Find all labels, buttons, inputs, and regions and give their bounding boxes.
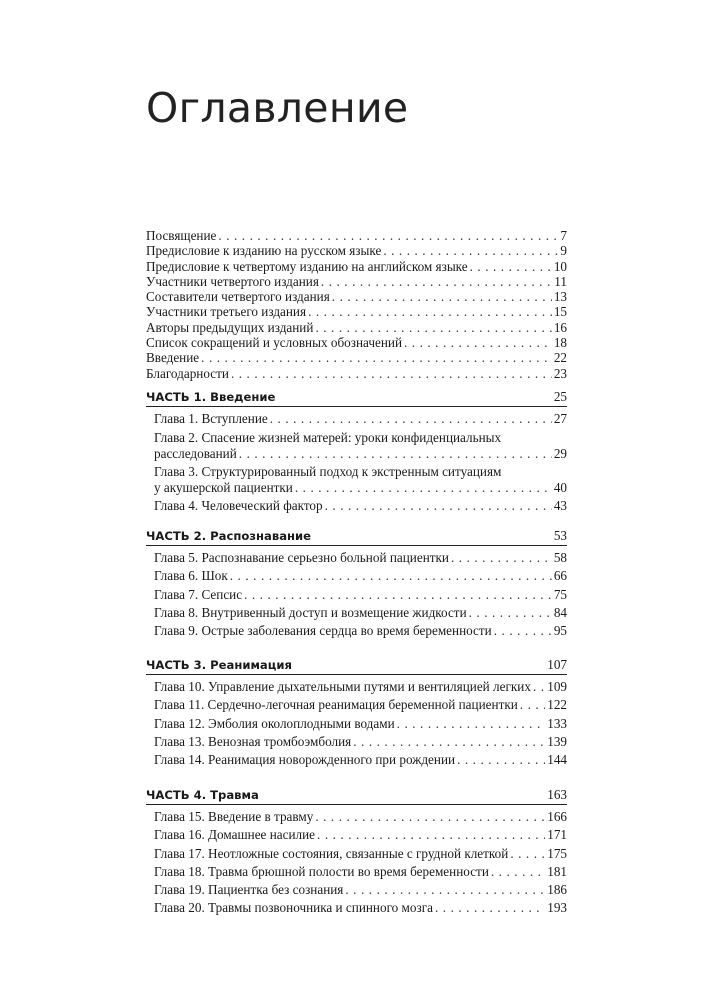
chapter-entry[interactable]: Глава 5. Распознавание серьезно больной пациентки . . . 58 [154,549,567,567]
chapter-entry[interactable]: Глава 17. Неотложные состояния, связанные с грудной клеткой . . . 175 [154,845,567,863]
chapter-entry[interactable]: Глава 9. Острые заболевания сердца во время беременности . . . 95 [154,622,567,640]
chapter-entry[interactable]: Глава 2. Спасение жизней матерей: уроки конфиденциальных расследований . . . 29 [154,430,567,461]
chapter-entry[interactable]: Глава 16. Домашнее насилие . . . 171 [154,826,567,844]
page-title: Оглавление [146,84,409,132]
chapter-entry[interactable]: Глава 4. Человеческий фактор . . . 43 [154,497,567,515]
toc-entry[interactable]: Предисловие к четвертому изданию на английском языке . . . 10 [146,259,567,274]
part-3-section [146,656,567,769]
part-2-section [146,527,567,640]
toc-entry[interactable]: Благодарности . . . 23 [146,366,567,381]
chapter-entry[interactable]: Глава 18. Травма брюшной полости во время беременности . . . 181 [154,863,567,881]
toc-entry[interactable]: Список сокращений и условных обозначений . . . 18 [146,335,567,350]
toc-entry[interactable]: Составители четвертого издания . . . 13 [146,289,567,304]
toc-entry[interactable]: Введение . . . 22 [146,350,567,365]
chapter-entry[interactable]: Глава 7. Сепсис . . . 75 [154,586,567,604]
chapter-entry[interactable]: Глава 1. Вступление . . . 27 [154,410,567,428]
chapter-entry[interactable]: Глава 13. Венозная тромбоэмболия . . . 139 [154,733,567,751]
front-matter-list [146,228,567,381]
part-heading[interactable]: ЧАСТЬ 1. Введение 25 [146,388,567,407]
chapter-entry[interactable]: Глава 20. Травмы позвоночника и спинного мозга . . . 193 [154,899,567,917]
chapter-entry[interactable]: Глава 15. Введение в травму . . . 166 [154,808,567,826]
part-4-section [146,786,567,918]
toc-entry[interactable]: Участники третьего издания . . . 15 [146,304,567,319]
part-heading[interactable]: ЧАСТЬ 4. Травма 163 [146,786,567,805]
toc-entry[interactable]: Посвящение . . . 7 [146,228,567,243]
part-heading[interactable]: ЧАСТЬ 3. Реанимация 107 [146,656,567,675]
chapter-entry[interactable]: Глава 12. Эмболия околоплодными водами . . . 133 [154,715,567,733]
part-heading[interactable]: ЧАСТЬ 2. Распознавание 53 [146,527,567,546]
toc-entry[interactable]: Участники четвертого издания . . . 11 [146,274,567,289]
part-1-section [146,388,567,516]
chapter-entry[interactable]: Глава 6. Шок . . . 66 [154,567,567,585]
chapter-entry[interactable]: Глава 3. Структурированный подход к экстренным ситуациям у акушерской пациентки . . . 40 [154,464,567,495]
toc-entry[interactable]: Авторы предыдущих изданий . . . 16 [146,320,567,335]
chapter-entry[interactable]: Глава 8. Внутривенный доступ и возмещение жидкости . . . 84 [154,604,567,622]
chapter-entry[interactable]: Глава 11. Сердечно-легочная реанимация беременной пациентки . . . 122 [154,696,567,714]
toc-entry[interactable]: Предисловие к изданию на русском языке . . . 9 [146,243,567,258]
chapter-entry[interactable]: Глава 14. Реанимация новорожденного при рождении . . . 144 [154,751,567,769]
chapter-entry[interactable]: Глава 10. Управление дыхательными путями и вентиляцией легких . . . 109 [154,678,567,696]
chapter-entry[interactable]: Глава 19. Пациентка без сознания . . . 186 [154,881,567,899]
